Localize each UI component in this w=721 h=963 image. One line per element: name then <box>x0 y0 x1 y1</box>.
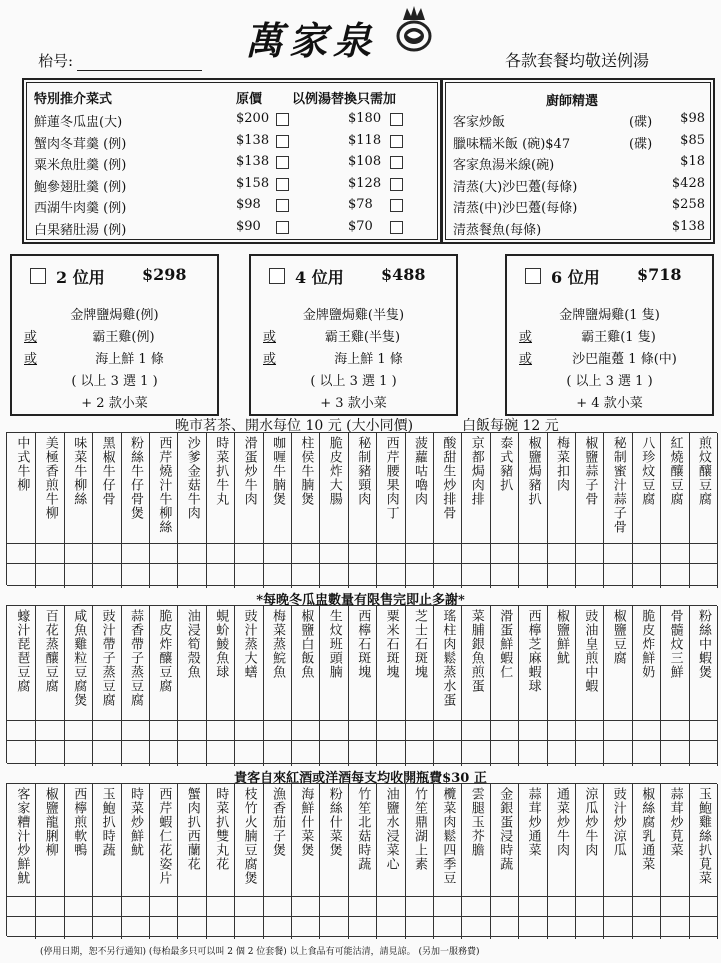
set-title: 4 位用 <box>295 268 344 287</box>
grid-line <box>7 763 717 764</box>
menu-dish: 蒜茸炒通菜 <box>518 784 547 939</box>
swap-checkbox[interactable] <box>390 156 403 169</box>
corkage-notice: 貴客自來紅酒或洋酒每支均收開瓶費$30 正 <box>234 771 487 786</box>
set-option-2: 霸王雞(1 隻) <box>581 330 656 345</box>
menu-dish: 京都焗肉排 <box>461 433 490 588</box>
rice-note: 白飯每碗 12 元 <box>462 418 559 434</box>
menu-dish: 金銀蛋浸時蔬 <box>490 784 519 939</box>
recommended-item-swap-price: $118 <box>348 132 382 148</box>
menu-dish: 椒絲腐乳通菜 <box>632 784 661 939</box>
menu-dish: 蟹肉扒西蘭花 <box>177 784 206 939</box>
recommended-item-name: 蟹肉冬茸羹 (例) <box>34 136 127 152</box>
menu-dish: 漁香茄子煲 <box>263 784 292 939</box>
tea-note: 晚市茗茶、開水每位 10 元 (大小同價) <box>175 418 414 434</box>
price-checkbox[interactable] <box>276 113 289 126</box>
chef-item-price: $258 <box>671 197 705 212</box>
set-price: $488 <box>381 265 426 284</box>
menu-dish: 咸魚雞粒豆腐煲 <box>64 606 93 766</box>
swap-checkbox[interactable] <box>390 221 403 234</box>
set-or-1: 或 <box>519 330 533 345</box>
menu-dish: 沙爹金菇牛肉 <box>177 433 206 588</box>
menu-dish: 椒鹽龍脷柳 <box>35 784 64 939</box>
chef-item-name: 臘味糯米飯 (碗)$47 <box>453 136 571 152</box>
menu-dish: 西檸石斑塊 <box>348 606 377 766</box>
set-option-3: 海上鮮 1 條 <box>334 352 403 367</box>
menu-dish: 時菜炒鮮魷 <box>121 784 150 939</box>
set-side-dishes: + 3 款小菜 <box>320 396 387 411</box>
chef-item-unit: (碟) <box>629 136 653 152</box>
set-checkbox[interactable] <box>30 268 46 284</box>
menu-dish: 椒鹽蒜子骨 <box>575 433 604 588</box>
recommended-item-name: 西湖牛肉羹 (例) <box>34 201 127 216</box>
menu-dish: 豉油皇煎中蝦 <box>575 606 604 766</box>
menu-dish: 美極香煎牛柳 <box>35 433 64 588</box>
swap-header: 以例湯替換只需加 <box>292 92 397 107</box>
menu-dish: 芝士石斑塊 <box>405 606 434 766</box>
menu-dish: 椒鹽鮮魷 <box>547 606 576 766</box>
set-title: 6 位用 <box>551 268 600 287</box>
recommended-item-name: 白果豬肚湯 (例) <box>34 222 127 238</box>
swap-checkbox[interactable] <box>390 178 403 191</box>
menu-dish: 咖喱牛腩煲 <box>263 433 292 588</box>
set-option-3: 海上鮮 1 條 <box>95 352 164 367</box>
grid-line <box>7 896 717 897</box>
chef-item-name: 客家魚湯米線(碗) <box>453 158 555 173</box>
set-menu-card <box>505 254 714 416</box>
grid-line <box>7 740 717 741</box>
set-choose-note: ( 以上 3 選 1 ) <box>71 374 158 389</box>
set-option-2: 霸王雞(例) <box>92 330 155 345</box>
chef-item-price: $98 <box>680 111 705 126</box>
menu-dish: 時菜扒牛丸 <box>206 433 235 588</box>
menu-dish: 脆皮炸釀豆腐 <box>149 606 178 766</box>
set-or-1: 或 <box>263 330 277 345</box>
recommended-item-swap-price: $78 <box>348 197 373 212</box>
menu-dish: 滑蛋鮮蝦仁 <box>490 606 519 766</box>
menu-dish: 蜆蚧鯪魚球 <box>206 606 235 766</box>
menu-dish: 枝竹火腩豆腐煲 <box>234 784 263 939</box>
set-or-1: 或 <box>24 330 38 345</box>
chef-item-price: $85 <box>680 132 705 148</box>
menu-dish: 西芹腰果肉丁 <box>376 433 405 588</box>
chef-item-unit: (碟) <box>629 115 653 130</box>
swap-checkbox[interactable] <box>390 135 403 148</box>
set-option-2: 霸王雞(半隻) <box>324 330 401 345</box>
chef-item-name: 清蒸(大)沙巴躉(每條) <box>453 179 578 195</box>
menu-dish: 西檸芝麻蝦球 <box>518 606 547 766</box>
menu-dish: 客家糟汁炒鮮魷 <box>7 784 36 939</box>
menu-dish: 欖菜肉鬆四季豆 <box>433 784 462 939</box>
menu-dish: 豉汁帶子蒸豆腐 <box>92 606 121 766</box>
recommended-box <box>22 78 442 244</box>
menu-dish: 椒鹽焗豬扒 <box>518 433 547 588</box>
set-checkbox[interactable] <box>525 268 541 284</box>
recommended-item-name: 鮮蓮冬瓜盅(大) <box>34 115 123 130</box>
menu-dish: 梅菜扣肉 <box>547 433 576 588</box>
recommended-item-swap-price: $70 <box>348 218 373 234</box>
vegetable-grid <box>6 783 717 936</box>
menu-dish: 豉汁蒸大蟮 <box>234 606 263 766</box>
menu-dish: 海鮮什菜煲 <box>291 784 320 939</box>
chef-title: 廚師精選 <box>546 94 599 109</box>
table-number-field[interactable]: 枱号: <box>38 50 202 71</box>
menu-dish: 油鹽水浸菜心 <box>376 784 405 939</box>
menu-dish: 蒜茸炒莧菜 <box>660 784 689 939</box>
crown-crest-icon <box>395 4 433 54</box>
set-option-1: 金牌鹽焗雞(半隻) <box>302 308 405 323</box>
menu-dish: 雲腿玉芥膽 <box>461 784 490 939</box>
set-choose-note: ( 以上 3 選 1 ) <box>566 374 653 389</box>
menu-dish: 八珍炆豆腐 <box>632 433 661 588</box>
menu-dish: 骨髓炆三鮮 <box>660 606 689 766</box>
menu-dish: 涼瓜炒牛肉 <box>575 784 604 939</box>
recommended-item-price: $98 <box>236 197 261 212</box>
grid-line <box>7 563 717 564</box>
recommended-item-name: 鮑參翅肚羹 (例) <box>34 179 127 195</box>
menu-dish: 酸甜生炒排骨 <box>433 433 462 588</box>
set-side-dishes: + 2 款小菜 <box>81 396 148 411</box>
menu-dish: 蠔汁琵琶豆腐 <box>7 606 36 766</box>
restaurant-name: 萬家泉 <box>245 18 378 63</box>
menu-dish: 粟米石斑塊 <box>376 606 405 766</box>
grid-line <box>7 543 717 544</box>
menu-dish: 菜脯銀魚煎蛋 <box>461 606 490 766</box>
menu-dish: 滑蛋炒牛肉 <box>234 433 263 588</box>
menu-dish: 粉絲什菜煲 <box>319 784 348 939</box>
soup-note: 各款套餐均敬送例湯 <box>505 51 650 70</box>
chef-item-price: $428 <box>671 175 705 191</box>
recommended-item-price: $158 <box>236 175 270 191</box>
footer-note: (停用日期，恕不另行通知) (每枱最多只可以叫 2 個 2 位套餐) 以上食品有可能沽清，請見諒。 (另加一服務費) <box>40 947 480 957</box>
menu-dish: 玉鮑扒時蔬 <box>92 784 121 939</box>
menu-dish: 菠蘿咕嚕肉 <box>405 433 434 588</box>
set-checkbox[interactable] <box>269 268 285 284</box>
recommended-item-swap-price: $128 <box>348 175 382 191</box>
menu-dish: 脆皮炸大腸 <box>319 433 348 588</box>
set-option-3: 沙巴龍躉 1 條(中) <box>572 352 677 367</box>
chef-item-name: 清蒸(中)沙巴躉(每條) <box>453 201 578 216</box>
chef-item-name: 清蒸餐魚(每條) <box>453 222 542 238</box>
set-option-1: 金牌鹽焗雞(例) <box>70 308 159 323</box>
menu-dish: 泰式豬扒 <box>490 433 519 588</box>
set-option-1: 金牌鹽焗雞(1 隻) <box>559 308 660 323</box>
seafood-grid <box>6 605 717 763</box>
grid-line <box>7 720 717 721</box>
menu-dish: 煎炆釀豆腐 <box>689 433 718 588</box>
menu-dish: 西檸煎軟鴨 <box>64 784 93 939</box>
set-side-dishes: + 4 款小菜 <box>576 396 643 411</box>
price-checkbox[interactable] <box>276 156 289 169</box>
menu-dish: 玉鮑雞絲扒莧菜 <box>689 784 718 939</box>
price-checkbox[interactable] <box>276 178 289 191</box>
price-checkbox[interactable] <box>276 221 289 234</box>
menu-dish: 豉汁炒涼瓜 <box>603 784 632 939</box>
menu-dish: 瑤柱肉鬆蒸水蛋 <box>433 606 462 766</box>
menu-dish: 竹笙北菇時蔬 <box>348 784 377 939</box>
menu-dish: 蒜香帶子蒸豆腐 <box>121 606 150 766</box>
menu-dish: 椒鹽豆腐 <box>603 606 632 766</box>
recommended-item-price: $90 <box>236 218 261 234</box>
chef-item-name: 客家炒飯 <box>453 115 506 130</box>
melon-notice: *每晚冬瓜盅數量有限售完即止多謝* <box>256 593 465 608</box>
grid-line <box>7 585 717 586</box>
set-menu-card <box>249 254 458 416</box>
set-choose-note: ( 以上 3 選 1 ) <box>310 374 397 389</box>
recommended-item-swap-price: $108 <box>348 154 382 169</box>
recommended-item-price: $138 <box>236 154 270 169</box>
grid-line <box>7 916 717 917</box>
set-or-2: 或 <box>519 352 533 367</box>
menu-dish: 粉絲中蝦煲 <box>689 606 718 766</box>
set-price: $718 <box>637 265 682 284</box>
recommended-item-name: 粟米魚肚羹 (例) <box>34 158 127 173</box>
set-title: 2 位用 <box>56 268 105 287</box>
set-menu-card <box>10 254 219 416</box>
beef-pork-tofu-grid <box>6 432 717 585</box>
menu-dish: 生炆班頭腩 <box>319 606 348 766</box>
menu-dish: 秘制蜜汁蒜子骨 <box>603 433 632 588</box>
menu-dish: 西芹燒汁牛柳絲 <box>149 433 178 588</box>
price-checkbox[interactable] <box>276 199 289 212</box>
set-or-2: 或 <box>263 352 277 367</box>
menu-dish: 粉絲牛仔骨煲 <box>121 433 150 588</box>
price-header: 原價 <box>236 92 263 107</box>
menu-dish: 柱侯牛腩煲 <box>291 433 320 588</box>
grid-line <box>7 936 717 937</box>
menu-dish: 椒鹽白飯魚 <box>291 606 320 766</box>
chef-item-price: $18 <box>680 154 705 169</box>
chef-selection-box <box>441 78 715 244</box>
recommended-item-swap-price: $180 <box>348 111 382 126</box>
menu-dish: 脆皮炸鮮奶 <box>632 606 661 766</box>
menu-dish: 秘制豬頸肉 <box>348 433 377 588</box>
set-price: $298 <box>142 265 187 284</box>
swap-checkbox[interactable] <box>390 113 403 126</box>
chef-item-price: $138 <box>671 218 705 234</box>
menu-dish: 黑椒牛仔骨 <box>92 433 121 588</box>
menu-dish: 油浸筍殼魚 <box>177 606 206 766</box>
menu-dish: 味菜牛柳絲 <box>64 433 93 588</box>
menu-dish: 梅菜蒸鯇魚 <box>263 606 292 766</box>
recommended-item-price: $138 <box>236 132 270 148</box>
menu-dish: 竹笙鼎湖上素 <box>405 784 434 939</box>
set-or-2: 或 <box>24 352 38 367</box>
menu-dish: 西芹蝦仁花姿片 <box>149 784 178 939</box>
recommended-title: 特別推介菜式 <box>34 92 113 107</box>
menu-dish: 百花蒸釀豆腐 <box>35 606 64 766</box>
recommended-item-price: $200 <box>236 111 270 126</box>
price-checkbox[interactable] <box>276 135 289 148</box>
menu-dish: 紅燒釀豆腐 <box>660 433 689 588</box>
menu-dish: 中式牛柳 <box>7 433 36 588</box>
menu-dish: 通菜炒牛肉 <box>547 784 576 939</box>
swap-checkbox[interactable] <box>390 199 403 212</box>
menu-dish: 時菜扒雙丸花 <box>206 784 235 939</box>
